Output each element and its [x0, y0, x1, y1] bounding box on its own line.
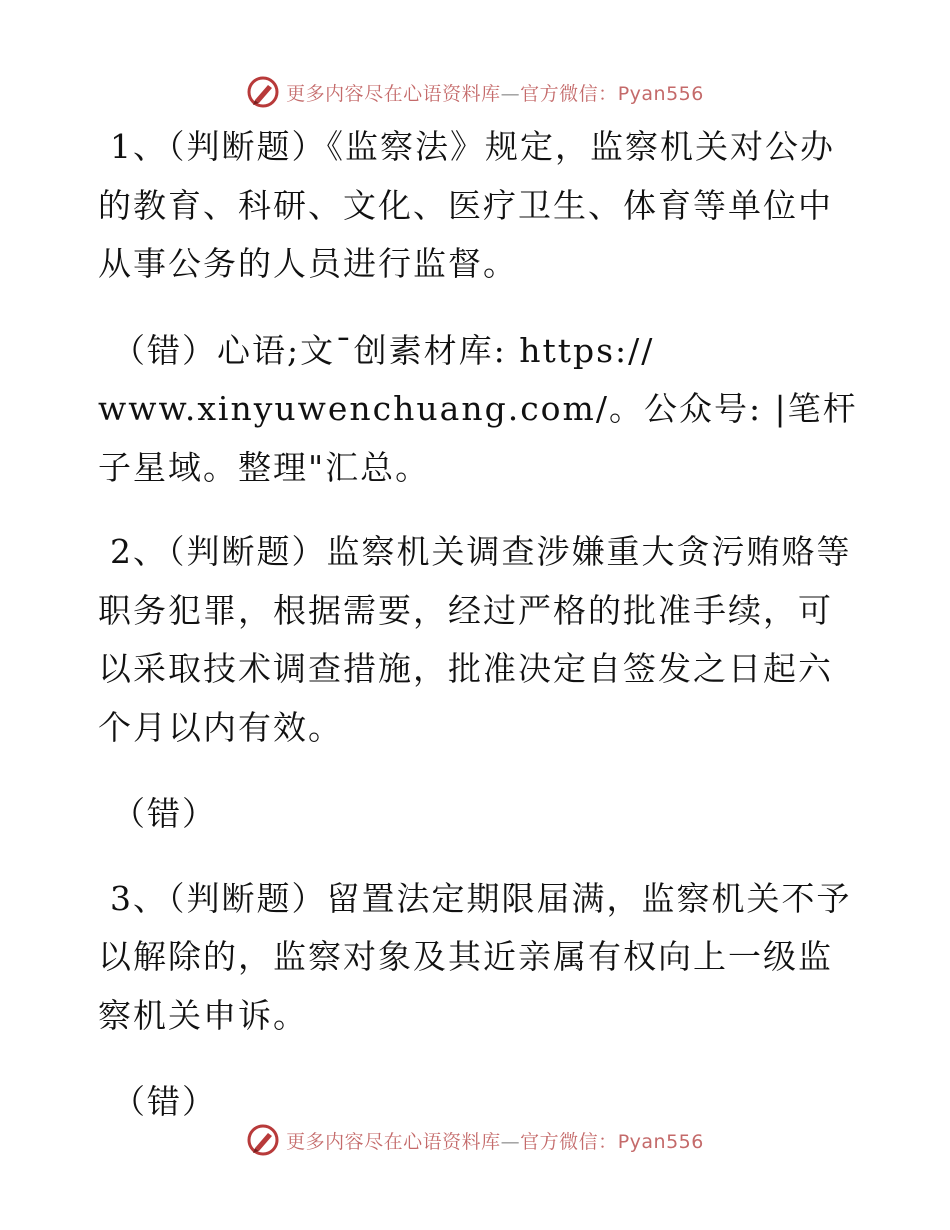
- question-1: 1、（判断题）《监察法》规定，监察机关对公办的教育、科研、文化、医疗卫生、体育等单位中从事公务的人员进行监督。: [98, 127, 835, 283]
- question-3: 3、（判断题）留置法定期限届满，监察机关不予以解除的，监察对象及其近亲属有权向上一级监察机关申诉。: [98, 878, 852, 1035]
- document-body: [98, 118, 858, 1132]
- source-note-1: 心语;文¯创素材库: https://: [217, 330, 655, 370]
- answer-2: （错）: [112, 794, 217, 833]
- watermark-text: 更多内容尽在心语资料库—官方微信：Pyan556: [286, 82, 704, 105]
- pen-logo-icon: [246, 1123, 280, 1157]
- answer-1: （错）心语;文¯创素材库: https://: [112, 330, 655, 370]
- question-2: 2、（判断题）监察机关调查涉嫌重大贪污贿赂等职务犯罪，根据需要，经过严格的批准手续，可以采取技术调查措施，批准决定自签发之日起六个月以内有效。: [98, 532, 852, 747]
- pen-logo-icon: [246, 75, 280, 109]
- answer-3: （错）: [112, 1082, 217, 1121]
- footer-watermark: [0, 1120, 950, 1160]
- watermark-text: 更多内容尽在心语资料库—官方微信：Pyan556: [286, 1130, 704, 1153]
- source-note-2: www.xinyuwenchuang.com/。公众号: |笔杆子星域。整理"汇总。: [98, 389, 858, 487]
- header-watermark: [0, 72, 950, 112]
